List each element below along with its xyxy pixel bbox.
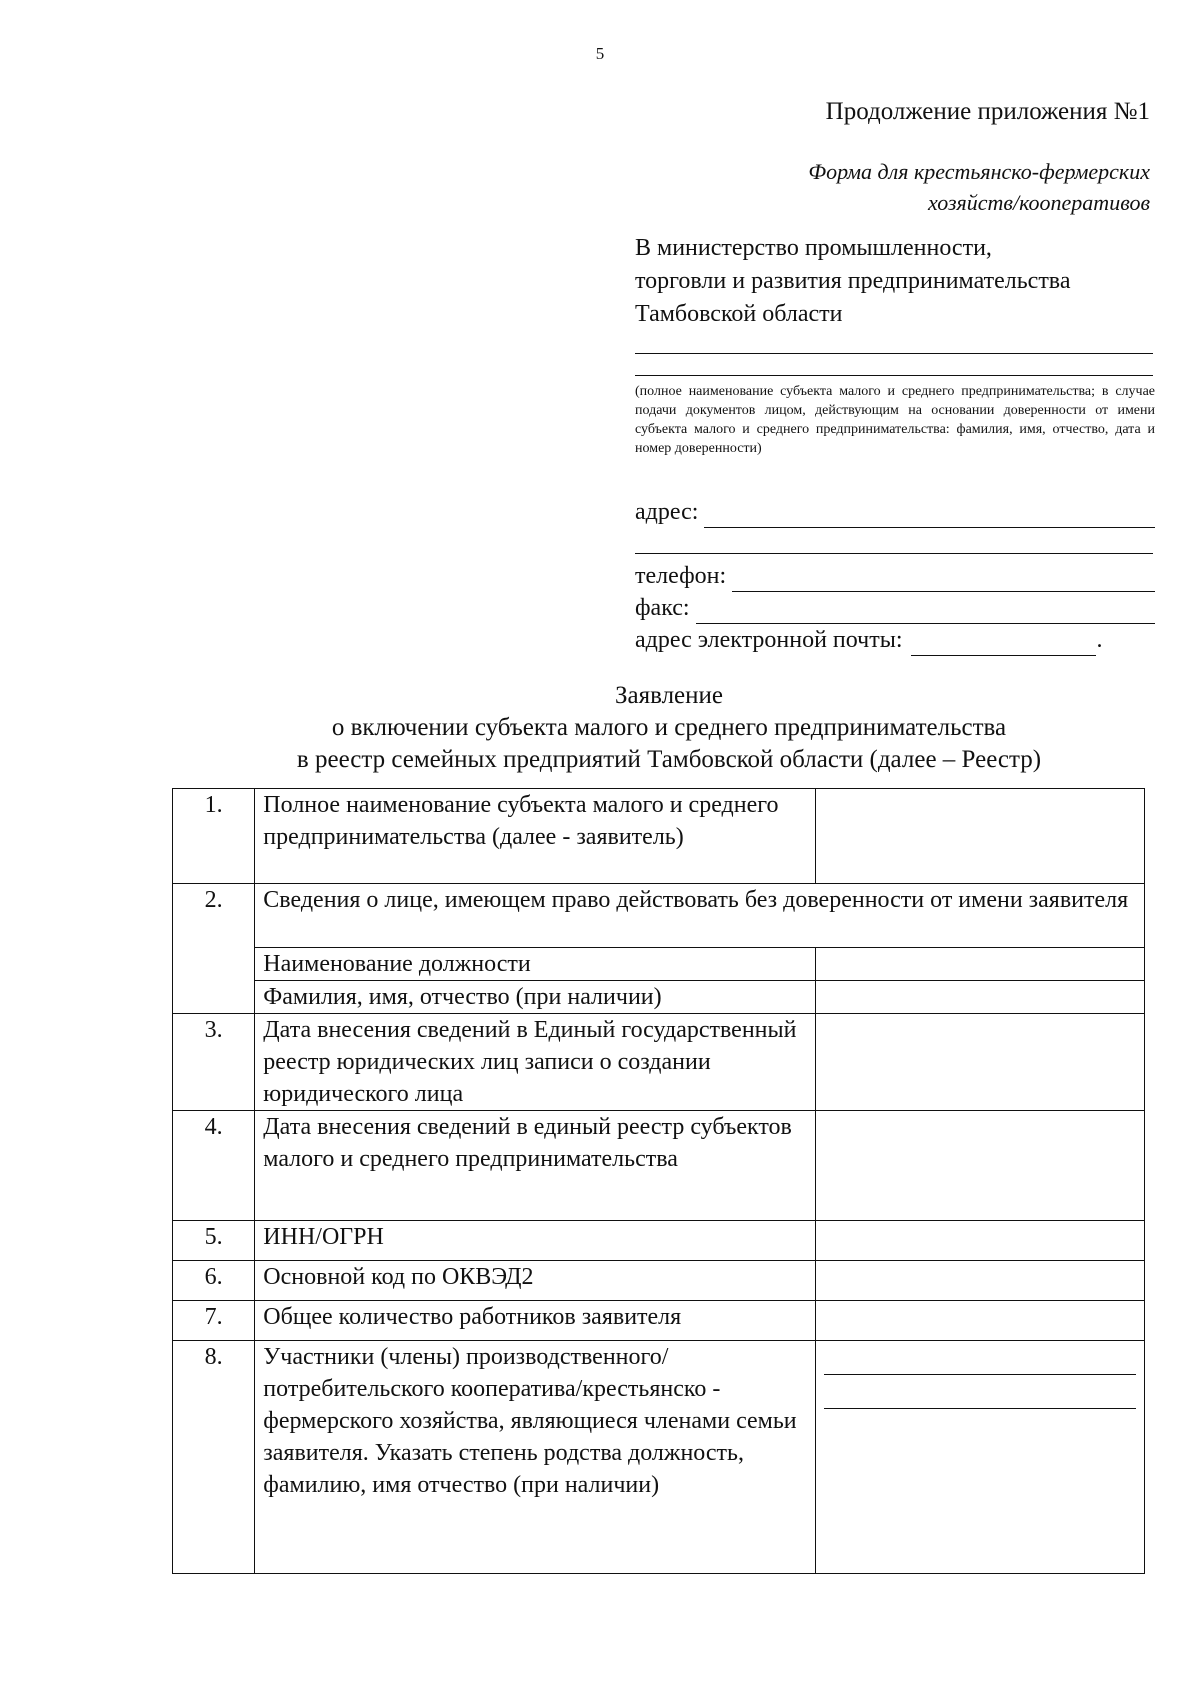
row-label: Участники (члены) производственного/потребительского кооператива/крестьянско - фермерского хозяйства, являющиеся членами семьи заявителя. Указать степень родства должность, фамилию, имя отчество (при наличии): [255, 1341, 815, 1574]
applicant-name-line[interactable]: [635, 375, 1153, 376]
recipient-line: В министерство промышленности,: [635, 235, 992, 261]
fax-field: [635, 592, 1155, 624]
row-number: 2.: [173, 884, 255, 1014]
page-number: 5: [595, 44, 605, 63]
row-label: Дата внесения сведений в единый реестр субъектов малого и среднего предпринимательства: [255, 1111, 815, 1221]
row-sub-label: Фамилия, имя, отчество (при наличии): [255, 981, 815, 1014]
row-number: 6.: [173, 1261, 255, 1301]
row-number: 5.: [173, 1221, 255, 1261]
phone-input-line[interactable]: [732, 567, 1155, 592]
row-value-cell[interactable]: [815, 1261, 1144, 1301]
phone-label: телефон:: [635, 563, 727, 589]
registry-form-table: [172, 788, 1145, 1574]
member-entry-cell[interactable]: [824, 1341, 1136, 1375]
heading-line: о включении субъекта малого и среднего предпринимательства: [331, 714, 1007, 741]
recipient-block: [635, 232, 1155, 331]
address-input-line[interactable]: [704, 503, 1155, 528]
address-second-line[interactable]: [635, 553, 1153, 554]
form-type: [630, 156, 1150, 218]
table-row: [173, 1221, 1145, 1261]
form-type-line: хозяйств/кооперативов: [928, 190, 1150, 215]
row-value-cell[interactable]: [815, 1221, 1144, 1261]
table-row: [173, 948, 1145, 981]
row-sub-label: Наименование должности: [255, 948, 815, 981]
row-value-cell[interactable]: [815, 981, 1144, 1014]
statement-heading: [150, 680, 1188, 776]
row-label: Общее количество работников заявителя: [255, 1301, 815, 1341]
table-row: [173, 1301, 1145, 1341]
member-entry-cell[interactable]: [824, 1375, 1136, 1409]
row-number: 8.: [173, 1341, 255, 1574]
row-value-cell: [815, 1341, 1144, 1574]
row-label: Дата внесения сведений в Единый государственный реестр юридических лиц записи о создании юридического лица: [255, 1014, 815, 1111]
appendix-continuation: Продолжение приложения №1: [825, 98, 1150, 125]
row-value-cell[interactable]: [815, 1301, 1144, 1341]
table-row: [173, 789, 1145, 884]
table-row: [173, 1341, 1145, 1574]
fax-input-line[interactable]: [696, 599, 1155, 624]
row-label: ИНН/ОГРН: [255, 1221, 815, 1261]
table-row: [173, 1111, 1145, 1221]
table-row: [173, 884, 1145, 948]
row-value-cell[interactable]: [815, 948, 1144, 981]
address-field: [635, 496, 1155, 528]
email-input-line[interactable]: [911, 631, 1096, 656]
heading-title: Заявление: [614, 682, 724, 709]
row-value-cell[interactable]: [815, 1111, 1144, 1221]
recipient-line: Тамбовской области: [635, 301, 843, 327]
row-number: 4.: [173, 1111, 255, 1221]
address-label: адрес:: [635, 499, 699, 525]
recipient-line: торговли и развития предпринимательства: [635, 268, 1071, 294]
applicant-name-line[interactable]: [635, 353, 1153, 354]
table-row: [173, 1014, 1145, 1111]
row-label: Полное наименование субъекта малого и среднего предпринимательства (далее - заявитель): [255, 789, 815, 884]
row-value-cell[interactable]: [815, 1014, 1144, 1111]
row-number: 7.: [173, 1301, 255, 1341]
fax-label: факс:: [635, 595, 690, 621]
table-row: [173, 981, 1145, 1014]
applicant-hint: (полное наименование субъекта малого и среднего предпринимательства; в случае подачи документов лицом, действующим на основании доверенности от имени субъекта малого и среднего предпринимательства: фамилия, имя, отчество, дата и номер доверенности): [635, 384, 1155, 456]
row-label: Основной код по ОКВЭД2: [255, 1261, 815, 1301]
form-type-line: Форма для крестьянско-фермерских: [808, 159, 1150, 184]
member-entry-cell[interactable]: [824, 1409, 1136, 1573]
row-number: 3.: [173, 1014, 255, 1111]
row-number: 1.: [173, 789, 255, 884]
email-end-mark: .: [1096, 627, 1103, 653]
email-field: [635, 624, 1155, 656]
email-label: адрес электронной почты:: [635, 627, 903, 653]
phone-field: [635, 560, 1155, 592]
row-label: Сведения о лице, имеющем право действовать без доверенности от имени заявителя: [255, 884, 1145, 948]
row-value-cell[interactable]: [815, 789, 1144, 884]
table-row: [173, 1261, 1145, 1301]
heading-line: в реестр семейных предприятий Тамбовской области (далее – Реестр): [296, 746, 1042, 773]
